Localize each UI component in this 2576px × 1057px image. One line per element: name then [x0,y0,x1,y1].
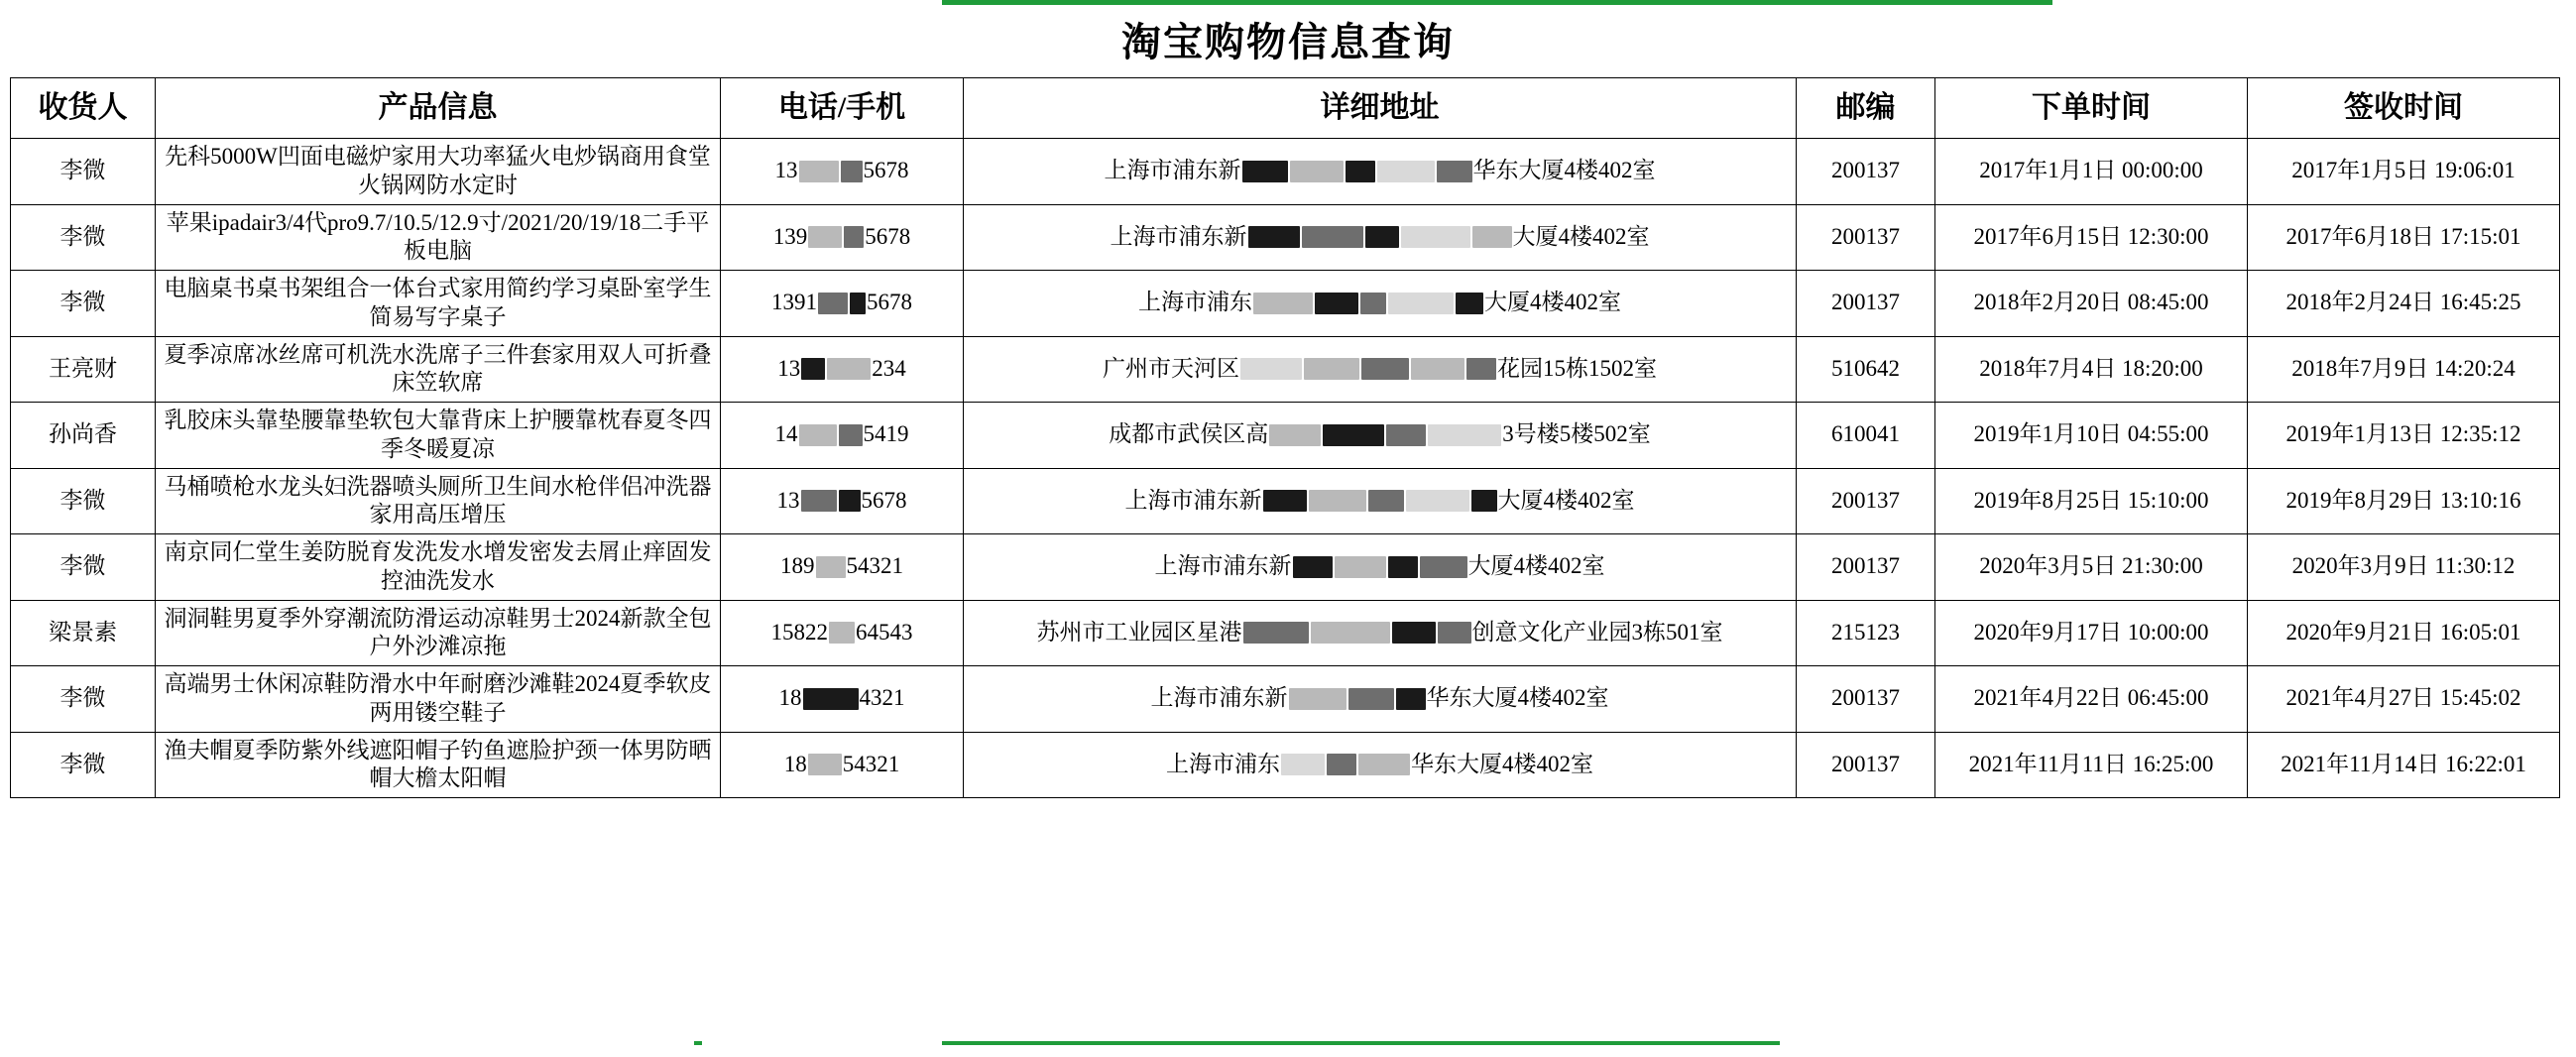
phone-suffix: 54321 [846,553,903,579]
cell-phone [721,204,964,271]
cell-address [964,271,1797,337]
column-header-product: 产品信息 [156,78,721,139]
purchase-info-table [10,77,2560,798]
redaction-block [1396,688,1426,710]
redaction-block [816,556,846,578]
cell-recipient: 李微 [11,534,156,601]
cell-sign-time: 2017年1月5日 19:06:01 [2248,139,2560,205]
redaction-block [1311,622,1390,644]
address-suffix: 华东大厦4楼402室 [1472,158,1656,183]
phone-prefix: 14 [774,421,798,447]
cell-sign-time: 2019年1月13日 12:35:12 [2248,403,2560,469]
redaction-block [1281,754,1325,775]
redaction-block [1309,490,1366,512]
redaction-block [1242,161,1288,182]
address-suffix: 大厦4楼402室 [1484,290,1621,315]
redaction-block [1293,556,1333,578]
cell-zip: 200137 [1797,468,1935,534]
redaction-block [1243,622,1309,644]
redaction-block [1471,490,1497,512]
redaction-block [801,358,825,380]
bottom-accent-tick [694,1041,702,1045]
cell-order-time: 2020年3月5日 21:30:00 [1935,534,2248,601]
redaction-block [1361,358,1409,380]
redaction-block [808,754,842,775]
cell-sign-time: 2020年9月21日 16:05:01 [2248,600,2560,666]
redaction-block [1335,556,1386,578]
redaction-block [841,161,863,182]
redaction-block [1388,556,1418,578]
address-redacted [1111,223,1650,252]
cell-phone [721,271,964,337]
table-row [11,666,2560,733]
cell-product: 先科5000W凹面电磁炉家用大功率猛火电炒锅商用食堂火锅网防水定时 [156,139,721,205]
table-row [11,468,2560,534]
cell-recipient: 李微 [11,204,156,271]
redaction-block [1388,293,1454,314]
table-body [11,139,2560,798]
cell-recipient: 梁景素 [11,600,156,666]
cell-phone [721,139,964,205]
address-redacted [1105,157,1656,185]
page-title: 淘宝购物信息查询 [1121,19,1455,64]
table-row [11,204,2560,271]
redaction-block [1290,161,1344,182]
redaction-block [827,358,871,380]
column-header-recipient: 收货人 [11,78,156,139]
title-bar [0,0,2576,77]
cell-product: 电脑桌书桌书架组合一体台式家用简约学习桌卧室学生简易写字桌子 [156,271,721,337]
cell-product: 渔夫帽夏季防紫外线遮阳帽子钓鱼遮脸护颈一体男防晒帽大檐太阳帽 [156,732,721,798]
cell-sign-time: 2021年4月27日 15:45:02 [2248,666,2560,733]
redaction-block [1327,754,1356,775]
address-suffix: 创意文化产业园3栋501室 [1471,619,1723,645]
table-row [11,403,2560,469]
redaction-block [1315,293,1358,314]
cell-recipient: 李微 [11,139,156,205]
cell-zip: 510642 [1797,336,1935,403]
table-row [11,336,2560,403]
phone-redacted [777,355,906,384]
redaction-block [850,293,866,314]
table-header-row [11,78,2560,139]
address-redacted [1103,355,1657,384]
phone-redacted [771,619,913,647]
cell-recipient: 王亮财 [11,336,156,403]
cell-order-time: 2021年4月22日 06:45:00 [1935,666,2248,733]
phone-redacted [771,289,912,317]
redaction-block [1253,293,1313,314]
redaction-block [1360,293,1386,314]
phone-redacted [775,157,909,185]
cell-sign-time: 2019年8月29日 13:10:16 [2248,468,2560,534]
phone-prefix: 15822 [770,619,828,645]
redaction-block [1269,424,1321,446]
redaction-block [844,226,864,248]
phone-redacted [779,684,905,713]
phone-suffix: 5678 [863,158,909,183]
cell-order-time: 2019年1月10日 04:55:00 [1935,403,2248,469]
phone-prefix: 18 [778,685,802,711]
phone-suffix: 4321 [859,685,905,711]
table-row [11,732,2560,798]
table-row [11,271,2560,337]
column-header-zip: 邮编 [1797,78,1935,139]
cell-phone [721,468,964,534]
address-redacted [1155,552,1605,581]
phone-prefix: 13 [776,487,800,513]
cell-sign-time: 2018年7月9日 14:20:24 [2248,336,2560,403]
phone-suffix: 64543 [856,619,913,645]
phone-prefix: 18 [783,751,807,776]
address-redacted [1125,487,1635,516]
cell-recipient: 李微 [11,666,156,733]
cell-zip: 200137 [1797,204,1935,271]
cell-order-time: 2021年11月11日 16:25:00 [1935,732,2248,798]
cell-product: 南京同仁堂生姜防脱育发洗发水增发密发去屑止痒固发控油洗发水 [156,534,721,601]
redaction-block [799,424,837,446]
cell-address [964,666,1797,733]
redaction-block [818,293,848,314]
cell-zip: 200137 [1797,666,1935,733]
address-suffix: 大厦4楼402室 [1497,487,1635,513]
column-header-order-time: 下单时间 [1935,78,2248,139]
cell-order-time: 2017年1月1日 00:00:00 [1935,139,2248,205]
cell-zip: 200137 [1797,732,1935,798]
address-redacted [1166,751,1593,779]
phone-redacted [777,487,907,516]
cell-product: 马桶喷枪水龙头妇洗器喷头厕所卫生间水枪伴侣冲洗器家用高压增压 [156,468,721,534]
redaction-block [801,490,837,512]
address-suffix: 3号楼5楼502室 [1502,421,1651,447]
phone-redacted [780,552,903,581]
cell-product: 苹果ipadair3/4代pro9.7/10.5/12.9寸/2021/20/19/18二手平板电脑 [156,204,721,271]
redaction-block [1406,490,1469,512]
phone-redacted [784,751,900,779]
cell-phone [721,732,964,798]
redaction-block [1348,688,1394,710]
cell-address [964,534,1797,601]
cell-order-time: 2018年2月20日 08:45:00 [1935,271,2248,337]
redaction-block [1438,622,1471,644]
redaction-block [808,226,842,248]
cell-zip: 610041 [1797,403,1935,469]
address-prefix: 上海市浦东新 [1110,223,1247,249]
redaction-block [1392,622,1436,644]
address-redacted [1138,289,1621,317]
cell-address [964,336,1797,403]
cell-address [964,139,1797,205]
redaction-block [1365,226,1399,248]
phone-redacted [775,420,909,449]
cell-product: 洞洞鞋男夏季外穿潮流防滑运动凉鞋男士2024新款全包户外沙滩凉拖 [156,600,721,666]
cell-order-time: 2018年7月4日 18:20:00 [1935,336,2248,403]
redaction-block [1358,754,1410,775]
table-header [11,78,2560,139]
address-suffix: 华东大厦4楼402室 [1426,685,1609,711]
redaction-block [1302,226,1363,248]
redaction-block [1248,226,1300,248]
address-redacted [1109,420,1651,449]
address-prefix: 上海市浦东新 [1154,553,1292,579]
cell-recipient: 李微 [11,732,156,798]
redaction-block [1456,293,1483,314]
redaction-block [829,622,855,644]
cell-phone [721,666,964,733]
cell-sign-time: 2018年2月24日 16:45:25 [2248,271,2560,337]
cell-product: 夏季凉席冰丝席可机洗水洗席子三件套家用双人可折叠床笠软席 [156,336,721,403]
address-prefix: 上海市浦东新 [1104,158,1241,183]
cell-product: 高端男士休闲凉鞋防滑水中年耐磨沙滩鞋2024夏季软皮两用镂空鞋子 [156,666,721,733]
address-redacted [1151,684,1609,713]
cell-address [964,600,1797,666]
cell-address [964,403,1797,469]
phone-prefix: 189 [780,553,815,579]
table-row [11,600,2560,666]
redaction-block [839,424,863,446]
top-accent-bar [942,0,2052,5]
phone-suffix: 234 [872,355,906,381]
address-prefix: 上海市浦东 [1166,751,1280,776]
redaction-block [1323,424,1384,446]
phone-suffix: 5678 [865,223,911,249]
redaction-block [1289,688,1347,710]
redaction-block [1428,424,1501,446]
table-row [11,534,2560,601]
cell-recipient: 李微 [11,468,156,534]
redaction-block [839,490,861,512]
address-prefix: 苏州市工业园区星港 [1036,619,1242,645]
address-suffix: 花园15栋1502室 [1497,355,1657,381]
redaction-block [1304,358,1359,380]
redaction-block [1420,556,1467,578]
redaction-block [1377,161,1435,182]
redaction-block [1466,358,1496,380]
phone-prefix: 13 [774,158,798,183]
cell-sign-time: 2017年6月18日 17:15:01 [2248,204,2560,271]
cell-zip: 200137 [1797,534,1935,601]
phone-suffix: 54321 [842,751,900,776]
redaction-block [799,161,839,182]
cell-phone [721,600,964,666]
cell-phone [721,403,964,469]
cell-sign-time: 2020年3月9日 11:30:12 [2248,534,2560,601]
cell-zip: 200137 [1797,139,1935,205]
phone-suffix: 5419 [863,421,909,447]
cell-zip: 200137 [1797,271,1935,337]
cell-order-time: 2019年8月25日 15:10:00 [1935,468,2248,534]
redaction-block [1263,490,1307,512]
column-header-sign-time: 签收时间 [2248,78,2560,139]
cell-product: 乳胶床头靠垫腰靠垫软包大靠背床上护腰靠枕春夏冬四季冬暖夏凉 [156,403,721,469]
cell-zip: 215123 [1797,600,1935,666]
address-suffix: 华东大厦4楼402室 [1411,751,1593,776]
cell-recipient: 孙尚香 [11,403,156,469]
address-prefix: 广州市天河区 [1103,355,1239,381]
redaction-block [1346,161,1375,182]
address-redacted [1037,619,1723,647]
phone-redacted [773,223,911,252]
bottom-accent-bar [942,1041,1780,1045]
address-prefix: 上海市浦东 [1138,290,1252,315]
cell-phone [721,336,964,403]
cell-order-time: 2020年9月17日 10:00:00 [1935,600,2248,666]
redaction-block [1437,161,1472,182]
phone-suffix: 5678 [867,290,912,315]
redaction-block [1240,358,1302,380]
cell-address [964,468,1797,534]
cell-order-time: 2017年6月15日 12:30:00 [1935,204,2248,271]
address-suffix: 大厦4楼402室 [1467,553,1605,579]
address-prefix: 成都市武侯区高 [1109,421,1269,447]
column-header-phone: 电话/手机 [721,78,964,139]
cell-sign-time: 2021年11月14日 16:22:01 [2248,732,2560,798]
redaction-block [1368,490,1404,512]
redaction-block [1472,226,1512,248]
cell-recipient: 李微 [11,271,156,337]
phone-prefix: 13 [777,355,801,381]
address-prefix: 上海市浦东新 [1124,487,1262,513]
cell-address [964,732,1797,798]
redaction-block [1411,358,1464,380]
address-prefix: 上海市浦东新 [1150,685,1288,711]
address-suffix: 大厦4楼402室 [1512,223,1650,249]
cell-address [964,204,1797,271]
redaction-block [1401,226,1470,248]
phone-suffix: 5678 [861,487,907,513]
phone-prefix: 139 [772,223,808,249]
redaction-block [1386,424,1426,446]
cell-phone [721,534,964,601]
phone-prefix: 1391 [771,290,817,315]
redaction-block [803,688,859,710]
table-row [11,139,2560,205]
column-header-address: 详细地址 [964,78,1797,139]
